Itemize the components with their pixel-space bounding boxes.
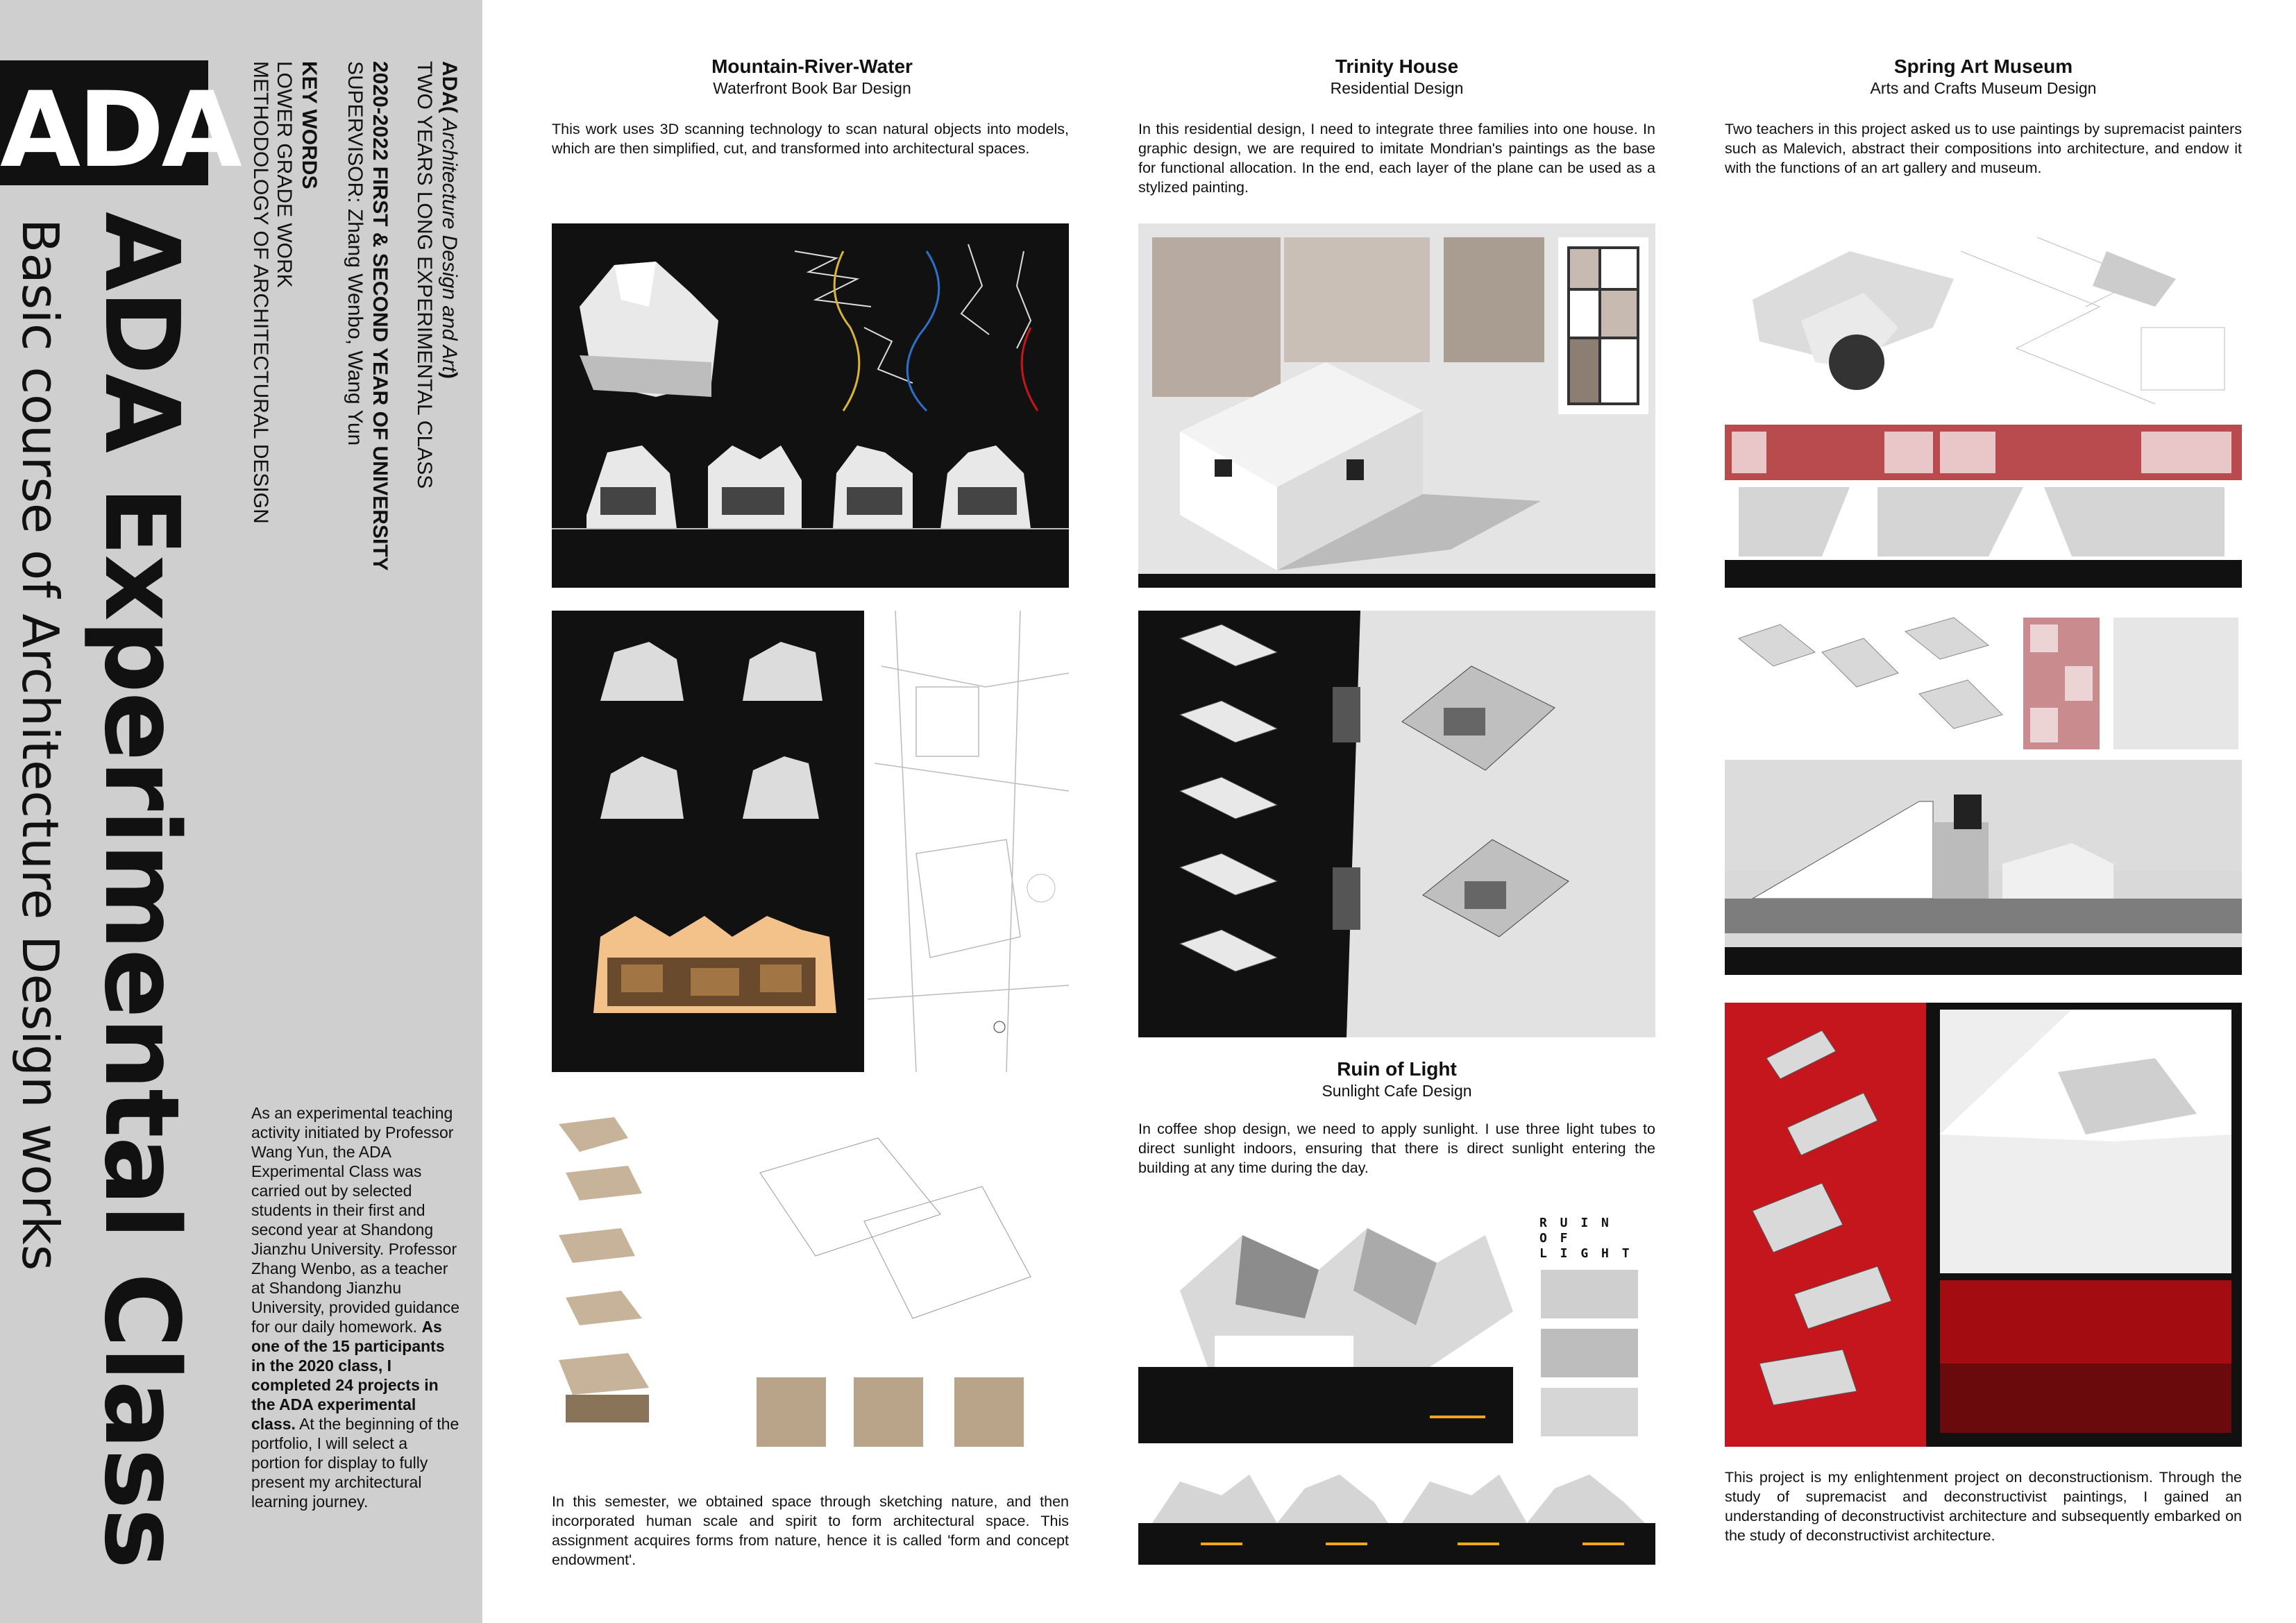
info-ada-bold: ADA(	[438, 61, 461, 113]
ruin-label-line3: L I G H T	[1539, 1246, 1632, 1261]
trinity-description: In this residential design, I need to integrate three families into one house. In graphic design, we are required to imitate Mondrian's paintings as the base for functional allocation. In the end, each layer of the plane can be used as a stylized painting.	[1138, 121, 1655, 196]
mountain-site-plan	[868, 611, 1069, 1072]
ada-logo-text: ADA	[0, 70, 239, 191]
trinity-floor-plans	[1138, 611, 1655, 1037]
ruin-label-line1: R U I N	[1539, 1216, 1612, 1230]
trinity-subtitle: Residential Design	[1330, 79, 1464, 97]
spring-section-board	[1725, 760, 2242, 975]
ruin-of-light-label	[1539, 1216, 1651, 1261]
mountain-description: This work uses 3D scanning technology to scan natural objects into models, which are then simplified, cut, and transformed into architectural spaces.	[552, 121, 1069, 157]
main-title: ADA Experimental Class	[82, 212, 201, 1568]
intro-part1: As an experimental teaching activity initiated by Professor Wang Yun, the ADA Experimental Class was carried out by selected students in their first and second year at Shandong Jianzhu University. Professor Zhang Wenbo, as a teacher at Shandong Jianzhu University, provided guidance for our daily homework.	[251, 1104, 460, 1336]
intro-part2: At the beginning of the portfolio, I will select a portion for display to fully present my architectural learning journey.	[251, 1415, 459, 1511]
subtitle: Basic course of Architecture Design works	[11, 219, 69, 1271]
ruin-title: Ruin of Light	[1337, 1058, 1457, 1080]
info-ada-end: )	[438, 371, 461, 379]
mountain-title: Mountain-River-Water	[711, 56, 913, 77]
intro-paragraph	[251, 1103, 459, 1511]
mountain-bottom-description: In this semester, we obtained space through sketching nature, and then incorporated human scale and spirit to form architectural space. This assignment acquires forms from nature, hence it is called 'form and concept endowment'.	[552, 1493, 1069, 1568]
ruin-description: In coffee shop design, we need to apply sunlight. I use three light tubes to direct sunlight indoors, ensuring that there is direct sunlight entering the building at any time during the day.	[1138, 1121, 1655, 1176]
ada-logo	[0, 60, 239, 191]
spring-description: Two teachers in this project asked us to use paintings by supremacist painters such as Malevich, abstract their compositions into architecture, and endow it with the functions of an art gallery and museum.	[1725, 121, 2242, 176]
info-line-lower-grade: LOWER GRADE WORK	[273, 61, 296, 288]
info-line-years: 2020-2022 FIRST & SECOND YEAR OF UNIVERSITY	[369, 61, 391, 571]
trinity-house-render	[1138, 223, 1655, 588]
spring-bottom-description: This project is my enlightenment project on deconstructionism. Through the study of supremacist and deconstructivist paintings, I gained an understanding of deconstructivist architecture and subsequently embarked on the study of deconstructivist architecture.	[1725, 1469, 2242, 1544]
spring-deconstruction-board	[1725, 1003, 2242, 1447]
mountain-elevations-board	[552, 611, 864, 1072]
info-line-keywords: KEY WORDS	[298, 61, 321, 189]
info-line-supervisor: SUPERVISOR: Zhang Wenbo, Wang Yun	[344, 61, 366, 446]
info-line-ada	[439, 61, 459, 379]
intro-bold: As one of the 15 participants in the 2020 class, I completed 24 projects in the ADA experimental class.	[251, 1318, 445, 1433]
info-line-methodology: METHODOLOGY OF ARCHITECTURAL DESIGN	[249, 61, 272, 524]
mountain-model-board	[552, 1110, 1069, 1457]
ruin-elevation-strip	[1138, 1461, 1655, 1565]
ruin-label-line2: O F	[1539, 1231, 1571, 1246]
spring-exploded-axonometric	[1725, 611, 2242, 756]
info-ada-italic: Architecture Design and Art	[438, 113, 461, 372]
spring-subtitle: Arts and Crafts Museum Design	[1870, 79, 2097, 97]
mountain-sketch-board	[552, 223, 1069, 588]
info-line-class: TWO YEARS LONG EXPERIMENTAL CLASS	[413, 61, 436, 489]
ruin-subtitle: Sunlight Cafe Design	[1322, 1082, 1472, 1100]
trinity-title: Trinity House	[1335, 56, 1459, 77]
spring-axonometric-board	[1725, 223, 2242, 588]
spring-title: Spring Art Museum	[1893, 56, 2073, 77]
mountain-subtitle: Waterfront Book Bar Design	[713, 79, 911, 97]
